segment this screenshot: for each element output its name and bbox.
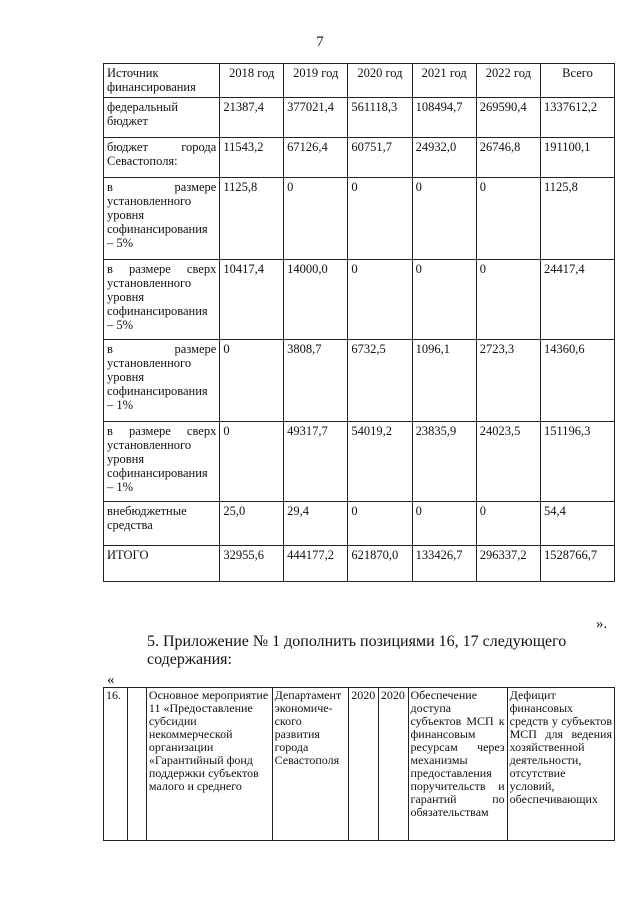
source-cell: ИТОГО bbox=[104, 546, 220, 582]
source-cell: внебюджетные средства bbox=[104, 502, 220, 546]
header-cell: Источник финансирования bbox=[104, 64, 220, 98]
value-cell: 29,4 bbox=[284, 502, 348, 546]
table-row bbox=[104, 138, 615, 178]
value-cell: 0 bbox=[220, 340, 284, 422]
position-number: 16. bbox=[104, 688, 128, 841]
table-row bbox=[104, 178, 615, 260]
table-header-row bbox=[104, 64, 615, 98]
value-cell: 0 bbox=[348, 502, 412, 546]
value-cell: 24932,0 bbox=[412, 138, 476, 178]
value-cell: 24023,5 bbox=[476, 422, 540, 502]
value-cell: 1096,1 bbox=[412, 340, 476, 422]
consequences: Дефицит финансовых средств у субъектов МСП для ведения хозяйственной деятельности, отсутствие условий, обеспечивающих bbox=[507, 688, 614, 841]
value-cell: 6732,5 bbox=[348, 340, 412, 422]
value-cell: 11543,2 bbox=[220, 138, 284, 178]
value-cell: 0 bbox=[348, 260, 412, 340]
position-blank-cell bbox=[127, 688, 146, 841]
value-cell: 67126,4 bbox=[284, 138, 348, 178]
table-row bbox=[104, 688, 615, 841]
value-cell: 133426,7 bbox=[412, 546, 476, 582]
value-cell: 0 bbox=[412, 178, 476, 260]
table-row bbox=[104, 422, 615, 502]
table-row bbox=[104, 98, 615, 138]
header-cell: 2019 год bbox=[284, 64, 348, 98]
value-cell: 0 bbox=[412, 502, 476, 546]
value-cell: 0 bbox=[412, 260, 476, 340]
value-cell: 3808,7 bbox=[284, 340, 348, 422]
value-cell: 0 bbox=[348, 178, 412, 260]
start-year: 2020 bbox=[349, 688, 379, 841]
value-cell: 191100,1 bbox=[541, 138, 615, 178]
value-cell: 60751,7 bbox=[348, 138, 412, 178]
value-cell: 54,4 bbox=[541, 502, 615, 546]
value-cell: 0 bbox=[220, 422, 284, 502]
position-table bbox=[103, 687, 615, 841]
table-row bbox=[104, 546, 615, 582]
source-cell: бюджет города Севастополя: bbox=[104, 138, 220, 178]
value-cell: 377021,4 bbox=[284, 98, 348, 138]
value-cell: 1337612,2 bbox=[541, 98, 615, 138]
value-cell: 108494,7 bbox=[412, 98, 476, 138]
closing-quote: ». bbox=[596, 616, 608, 632]
value-cell: 32955,6 bbox=[220, 546, 284, 582]
expected-result: Обеспечение доступа субъектов МСП к финансовым ресурсам через механизмы предоставления поручительств и гарантий по обязательствам bbox=[408, 688, 507, 841]
value-cell: 269590,4 bbox=[476, 98, 540, 138]
value-cell: 25,0 bbox=[220, 502, 284, 546]
value-cell: 621870,0 bbox=[348, 546, 412, 582]
source-cell: в размере сверх установленного уровня софинансирования – 1% bbox=[104, 422, 220, 502]
paragraph-text: 5. Приложение № 1 дополнить позициями 16, 17 следующего содержания: bbox=[147, 633, 567, 668]
value-cell: 1125,8 bbox=[220, 178, 284, 260]
financing-table bbox=[103, 63, 615, 582]
source-cell: в размере установленного уровня софинансирования – 1% bbox=[104, 340, 220, 422]
responsible-executor: Департамент экономиче-ского развития города Севастополя bbox=[272, 688, 349, 841]
table-row bbox=[104, 340, 615, 422]
value-cell: 23835,9 bbox=[412, 422, 476, 502]
value-cell: 14360,6 bbox=[541, 340, 615, 422]
value-cell: 2723,3 bbox=[476, 340, 540, 422]
header-cell: 2021 год bbox=[412, 64, 476, 98]
header-cell: 2018 год bbox=[220, 64, 284, 98]
header-cell: 2020 год bbox=[348, 64, 412, 98]
end-year: 2020 bbox=[378, 688, 408, 841]
opening-quote: « bbox=[107, 672, 115, 688]
value-cell: 296337,2 bbox=[476, 546, 540, 582]
value-cell: 24417,4 bbox=[541, 260, 615, 340]
value-cell: 14000,0 bbox=[284, 260, 348, 340]
value-cell: 1528766,7 bbox=[541, 546, 615, 582]
value-cell: 0 bbox=[476, 260, 540, 340]
table-row bbox=[104, 260, 615, 340]
amendment-paragraph bbox=[107, 633, 615, 669]
source-cell: в размере установленного уровня софинансирования – 5% bbox=[104, 178, 220, 260]
value-cell: 26746,8 bbox=[476, 138, 540, 178]
value-cell: 21387,4 bbox=[220, 98, 284, 138]
value-cell: 54019,2 bbox=[348, 422, 412, 502]
source-cell: в размере сверх установленного уровня софинансирования – 5% bbox=[104, 260, 220, 340]
value-cell: 49317,7 bbox=[284, 422, 348, 502]
table-row bbox=[104, 502, 615, 546]
header-cell: Всего bbox=[541, 64, 615, 98]
measure-name: Основное мероприятие 11 «Предоставление субсидии некоммерческой организации «Гарантийный фонд поддержки субъектов малого и среднего bbox=[146, 688, 272, 841]
value-cell: 1125,8 bbox=[541, 178, 615, 260]
value-cell: 151196,3 bbox=[541, 422, 615, 502]
value-cell: 561118,3 bbox=[348, 98, 412, 138]
value-cell: 0 bbox=[284, 178, 348, 260]
value-cell: 10417,4 bbox=[220, 260, 284, 340]
value-cell: 0 bbox=[476, 502, 540, 546]
value-cell: 0 bbox=[476, 178, 540, 260]
source-cell: федеральный бюджет bbox=[104, 98, 220, 138]
page-number: 7 bbox=[316, 34, 324, 50]
header-cell: 2022 год bbox=[476, 64, 540, 98]
value-cell: 444177,2 bbox=[284, 546, 348, 582]
